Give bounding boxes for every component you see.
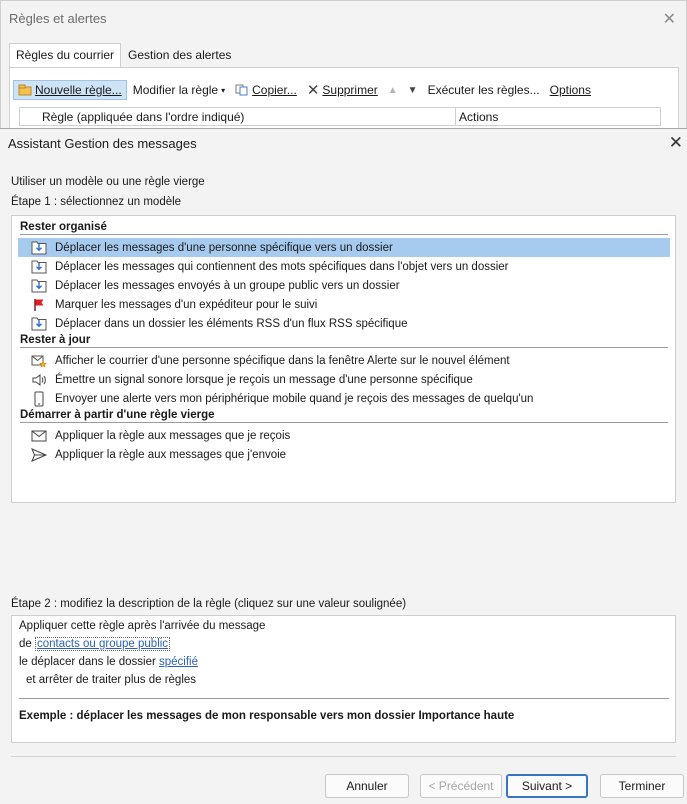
- delete-button[interactable]: [303, 79, 382, 101]
- template-label: Déplacer les messages d'une personne spécifique vers un dossier: [55, 241, 393, 254]
- footer-divider: [11, 756, 676, 757]
- template-label: Envoyer une alerte vers mon périphérique mobile quand je reçois des messages de quelqu'un: [55, 392, 534, 405]
- copy-button[interactable]: [231, 81, 301, 99]
- specified-folder-link[interactable]: spécifié: [159, 656, 199, 668]
- new-rule-icon: [18, 84, 32, 96]
- rules-table-header: [19, 107, 661, 126]
- tab-email-rules[interactable]: Règles du courrier: [9, 43, 121, 68]
- template-item[interactable]: [18, 351, 670, 370]
- run-rules-button[interactable]: [424, 81, 544, 99]
- options-label: Options: [549, 83, 591, 97]
- actions-column-header[interactable]: Actions: [459, 110, 499, 124]
- chevron-down-icon: ▾: [221, 85, 226, 95]
- rules-wizard-dialog: [0, 128, 687, 804]
- template-label: Afficher le courrier d'une personne spécifique dans la fenêtre Alerte sur le nouvel élément: [55, 354, 510, 367]
- copy-icon: [235, 84, 249, 96]
- mobile-device-icon: [30, 391, 48, 407]
- template-item[interactable]: [18, 238, 670, 257]
- template-item[interactable]: [18, 276, 670, 295]
- run-rules-label: Exécuter les règles...: [427, 83, 540, 97]
- move-up-button[interactable]: [384, 83, 402, 98]
- modify-rule-button[interactable]: [129, 81, 229, 99]
- description-example: Exemple : déplacer les messages de mon responsable vers mon dossier Importance haute: [19, 710, 515, 722]
- next-button[interactable]: Suivant >: [506, 774, 588, 798]
- rule-column-header[interactable]: Règle (appliquée dans l'ordre indiqué): [20, 108, 456, 125]
- template-label: Appliquer la règle aux messages que je reçois: [55, 429, 291, 442]
- move-down-button[interactable]: [404, 83, 422, 98]
- step1-label: Étape 1 : sélectionnez un modèle: [11, 196, 182, 208]
- delete-icon: ✕: [306, 82, 320, 99]
- template-item[interactable]: [18, 389, 670, 408]
- finish-button[interactable]: Terminer: [600, 774, 684, 798]
- red-flag-icon: [30, 297, 48, 313]
- template-item[interactable]: [18, 370, 670, 389]
- section-blank-rule: Démarrer à partir d'une règle vierge: [20, 408, 668, 423]
- previous-button[interactable]: < Précédent: [420, 774, 502, 798]
- move-to-folder-icon: [30, 259, 48, 275]
- mail-alert-icon: [30, 353, 48, 369]
- template-label: Émettre un signal sonore lorsque je reçois un message d'une personne spécifique: [55, 373, 473, 386]
- rules-dialog-title: Règles et alertes: [9, 10, 107, 26]
- rules-dialog-close-icon[interactable]: ✕: [662, 11, 676, 28]
- template-item[interactable]: [18, 445, 670, 464]
- move-to-folder-icon: [30, 316, 48, 332]
- wizard-close-icon[interactable]: ✕: [668, 133, 683, 152]
- template-label: Déplacer les messages envoyés à un groupe public vers un dossier: [55, 279, 400, 292]
- move-to-folder-icon: [30, 278, 48, 294]
- send-icon: [30, 447, 48, 463]
- description-line-3: [19, 656, 198, 668]
- section-stay-up-to-date: Rester à jour: [20, 333, 668, 348]
- template-item[interactable]: [18, 257, 670, 276]
- delete-label: Supprimer: [322, 83, 378, 97]
- rule-description-box: [11, 615, 676, 743]
- wizard-intro: Utiliser un modèle ou une règle vierge: [11, 176, 205, 188]
- rules-toolbar: [13, 79, 595, 101]
- copy-label: Copier...: [252, 83, 297, 97]
- wizard-title: Assistant Gestion des messages: [8, 136, 197, 151]
- step2-label: Étape 2 : modifiez la description de la règle (cliquez sur une valeur soulignée): [11, 598, 407, 610]
- move-to-folder-icon: [30, 240, 48, 256]
- speaker-icon: [30, 372, 48, 388]
- new-rule-button[interactable]: [13, 80, 127, 100]
- arrow-up-icon: ▲: [387, 84, 398, 96]
- description-from-prefix: de: [19, 638, 32, 650]
- tab-manage-alerts[interactable]: Gestion des alertes: [128, 48, 232, 62]
- description-folder-prefix: le déplacer dans le dossier: [19, 656, 156, 668]
- section-stay-organized: Rester organisé: [20, 220, 668, 235]
- envelope-icon: [30, 428, 48, 444]
- rules-dialog-titlebar: [1, 1, 686, 35]
- contacts-or-public-group-link[interactable]: contacts ou groupe public: [37, 638, 169, 650]
- new-rule-label: Nouvelle règle...: [35, 83, 122, 97]
- description-divider: [19, 698, 669, 699]
- arrow-down-icon: ▼: [407, 84, 418, 96]
- template-item[interactable]: [18, 314, 670, 333]
- template-item[interactable]: [18, 426, 670, 445]
- template-label: Déplacer les messages qui contiennent des mots spécifiques dans l'objet vers un dossier: [55, 260, 509, 273]
- modify-rule-label: Modifier la règle: [132, 83, 219, 97]
- rules-and-alerts-dialog: [0, 0, 687, 130]
- options-button[interactable]: [546, 81, 595, 99]
- template-label: Appliquer la règle aux messages que j'envoie: [55, 448, 287, 461]
- description-line-1: Appliquer cette règle après l'arrivée du message: [19, 620, 266, 632]
- template-item[interactable]: [18, 295, 670, 314]
- rules-dialog-tabs: [9, 43, 238, 68]
- template-label: Marquer les messages d'un expéditeur pour le suivi: [55, 298, 318, 311]
- cancel-button[interactable]: Annuler: [325, 774, 409, 798]
- description-line-4: et arrêter de traiter plus de règles: [26, 674, 197, 686]
- description-line-2: [19, 638, 170, 650]
- template-label: Déplacer dans un dossier les éléments RSS d'un flux RSS spécifique: [55, 317, 408, 330]
- template-list: [11, 215, 676, 503]
